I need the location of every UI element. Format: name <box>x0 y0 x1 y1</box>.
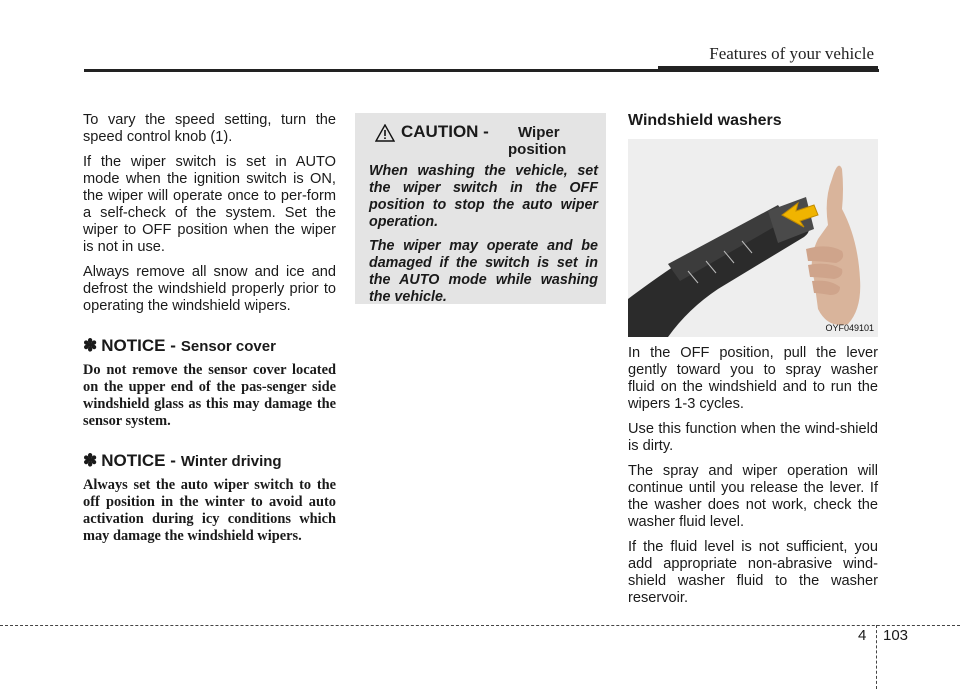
notice-star-icon: ✽ <box>83 336 98 355</box>
caution-body <box>369 163 598 313</box>
paragraph: Use this function when the wind-shield is dirty. <box>628 421 878 454</box>
caution-subtitle-line1: Wiper <box>518 124 560 141</box>
notice-body-sensor-cover: Do not remove the sensor cover located on the upper end of the pas-senger side windshield glass as this may damage the sensor system. <box>83 362 336 429</box>
paragraph: To vary the speed setting, turn the speed control knob (1). <box>83 112 336 145</box>
paragraph: If the wiper switch is set in AUTO mode when the ignition switch is ON, the wiper will operate once to per-form a self-check of the system. Set the wiper to OFF position when the wiper is not in use. <box>83 154 336 255</box>
image-caption: OYF049101 <box>825 323 874 333</box>
paragraph: If the fluid level is not sufficient, you add appropriate non-abrasive wind-shield washer fluid to the washer reservoir. <box>628 539 878 606</box>
header-rule-accent <box>658 66 878 72</box>
chapter-number: 4 <box>858 627 867 644</box>
footer-divider <box>876 625 877 689</box>
notice-star-icon: ✽ <box>83 451 98 470</box>
running-header-title: Features of your vehicle <box>709 44 874 63</box>
caution-label: CAUTION - <box>401 122 489 141</box>
wiper-lever-photo <box>628 139 878 337</box>
warning-triangle-icon <box>375 124 395 142</box>
notice-subtitle: Sensor cover <box>180 338 276 355</box>
paragraph: In the OFF position, pull the lever gently toward you to spray washer fluid on the windshield and to run the wipers 1-3 cycles. <box>628 345 878 412</box>
caution-paragraph: When washing the vehicle, set the wiper switch in the OFF position to stop the auto wiper operation. <box>369 163 598 230</box>
caution-box <box>355 113 606 304</box>
caution-paragraph: The wiper may operate and be damaged if the switch is set in the AUTO mode while washing the vehicle. <box>369 238 598 305</box>
right-column-text <box>628 345 878 615</box>
wiper-lever-illustration <box>628 139 878 337</box>
notice-subtitle: Winter driving <box>180 453 282 470</box>
section-title: Windshield washers <box>628 112 782 129</box>
paragraph: The spray and wiper operation will continue until you release the lever. If the washer does not work, check the washer fluid level. <box>628 463 878 530</box>
left-column <box>83 112 336 553</box>
right-column-heading <box>628 112 878 139</box>
notice-heading-winter-driving <box>83 452 336 470</box>
notice-body-winter-driving: Always set the auto wiper switch to the off position in the winter to avoid auto activation during icy conditions which may damage the windshield wipers. <box>83 477 336 544</box>
page-number-value: 103 <box>883 627 909 644</box>
footer-rule <box>0 625 960 627</box>
notice-label: NOTICE - <box>101 336 176 355</box>
notice-label: NOTICE - <box>101 451 176 470</box>
notice-heading-sensor-cover <box>83 337 336 355</box>
caution-subtitle-line2: position <box>508 141 567 158</box>
paragraph: Always remove all snow and ice and defrost the windshield properly prior to operating the windshield wipers. <box>83 264 336 314</box>
